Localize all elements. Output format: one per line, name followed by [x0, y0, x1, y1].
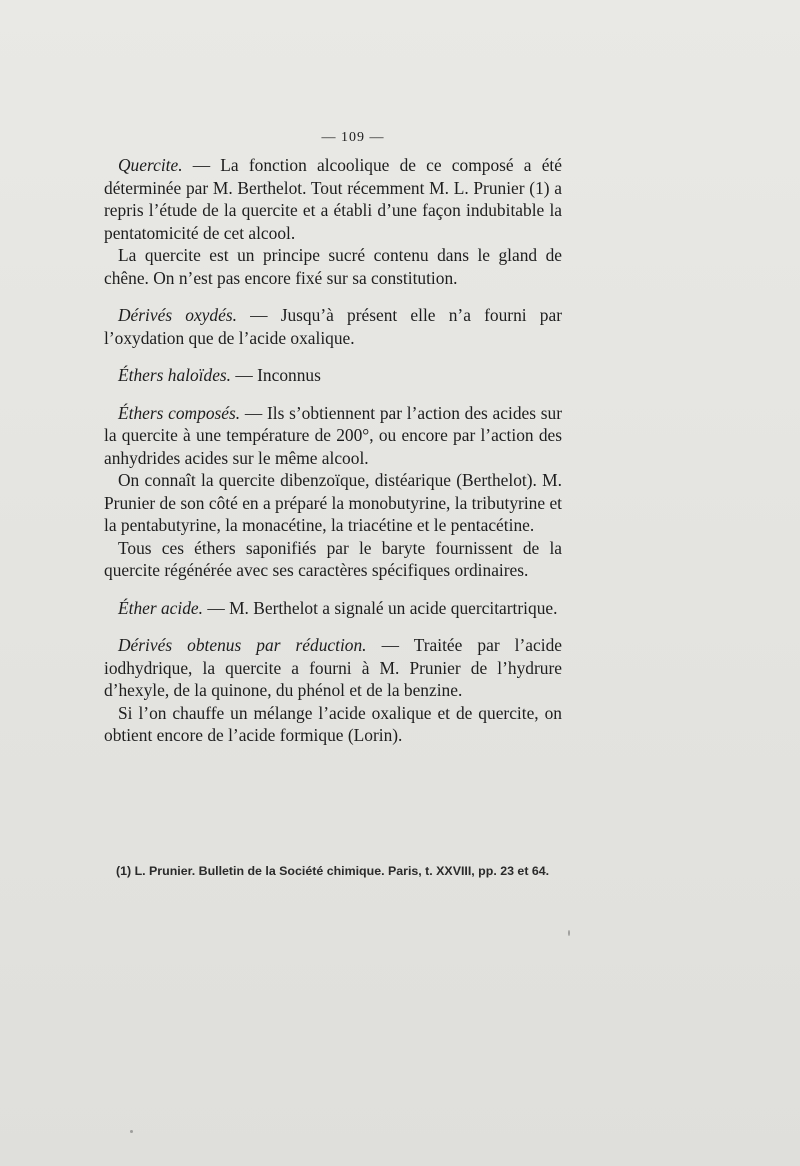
paragraph-constitution — [104, 244, 562, 289]
heading-ethers-composes: Éthers composés. — [118, 402, 241, 423]
paragraph-text: La quercite est un principe sucré contenu dans le gland de chêne. On n’est pas encore fixé sur sa constitution. — [104, 245, 562, 288]
paragraph-text: Tous ces éthers saponifiés par le baryte fournissent de la quercite régénérée avec ses caractères spécifiques ordinaires. — [104, 537, 562, 580]
paragraph-quercite — [104, 154, 562, 244]
footnote-text: (1) L. Prunier. Bulletin de la Société chimique. Paris, t. XXVIII, pp. 23 et 64. — [116, 864, 550, 878]
paragraph-text: — M. Berthelot a signalé un acide quercitartrique. — [203, 597, 558, 618]
footnote — [104, 862, 564, 880]
paragraph-ethers-composes — [104, 402, 562, 470]
main-text — [104, 128, 562, 747]
heading-ethers-haloides: Éthers haloïdes. — [118, 365, 232, 385]
paragraph-text: — Jusqu’à présent elle n’a fourni par l’oxydation que de l’acide oxalique. — [104, 305, 563, 348]
paragraph-text: On connaît la quercite dibenzoïque, distéarique (Berthelot). M. Prunier de son côté en a préparé la monobutyrine, la tributyrine et la pentabutyrine, la monacétine, la triacétine et le pentacétine. — [104, 470, 562, 535]
heading-reduction: Dérivés obtenus par réduction. — [118, 635, 367, 655]
paragraph-text: Si l’on chauffe un mélange l’acide oxalique et de quercite, on obtient encore de l’acide formique (Lorin). — [104, 702, 562, 745]
heading-derives-oxydes: Dérivés oxydés. — [118, 305, 237, 325]
paragraph-text: — Ils s’obtiennent par l’action des acides sur la quercite à une température de 200°, ou encore par l’action des anhydrides acides sur le même alcool. — [104, 402, 563, 468]
heading-quercite: Quercite. — [118, 155, 183, 175]
page-number: — 109 — — [321, 130, 385, 145]
paragraph-text: — La fonction alcoolique de ce composé a été déterminée par M. Berthelot. Tout récemment M. L. Prunier (1) a repris l’étude de la quercite et a établi d’une façon indubitable la pentatomicité de cet alcool. — [104, 155, 562, 243]
paragraph-reduction — [104, 634, 562, 702]
heading-ether-acide: Éther acide. — [118, 597, 203, 618]
paragraph-quercite-derivatives — [104, 469, 562, 537]
paragraph-ethers-haloides — [104, 364, 562, 387]
paragraph-saponification — [104, 537, 562, 582]
paragraph-derives-oxydes — [104, 304, 562, 349]
paragraph-text: — Traitée par l’acide iodhydrique, la quercite a fourni à M. Prunier de l’hydrure d’hexyle, de la quinone, du phénol et de la benzine. — [104, 635, 562, 700]
paragraph-ether-acide — [104, 597, 562, 620]
paper-speck — [130, 1130, 133, 1133]
paragraph-text: — Inconnus — [231, 365, 321, 385]
paper-speck — [568, 930, 570, 936]
paragraph-formique — [104, 702, 562, 747]
